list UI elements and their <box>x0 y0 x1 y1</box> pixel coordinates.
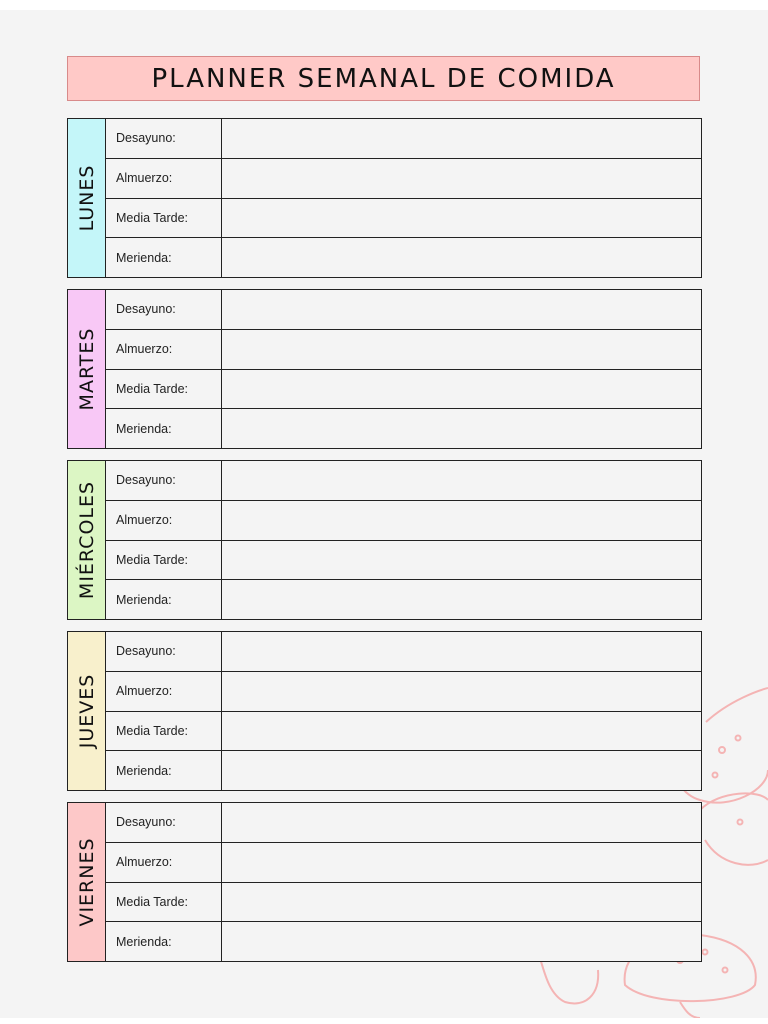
day-label-viernes <box>68 803 106 961</box>
meal-label: Desayuno: <box>106 119 222 158</box>
day-name: JUEVES <box>75 673 98 749</box>
meal-entry-field[interactable] <box>222 330 701 369</box>
meal-row <box>106 290 701 330</box>
meal-list <box>106 290 701 448</box>
day-name: MIÉRCOLES <box>75 480 98 600</box>
meal-row <box>106 632 701 672</box>
meal-label: Media Tarde: <box>106 199 222 238</box>
meal-entry-field[interactable] <box>222 199 701 238</box>
meal-label: Almuerzo: <box>106 843 222 882</box>
day-name: VIERNES <box>75 837 98 927</box>
meal-entry-field[interactable] <box>222 119 701 158</box>
meal-entry-field[interactable] <box>222 672 701 711</box>
meal-entry-field[interactable] <box>222 922 701 961</box>
meal-entry-field[interactable] <box>222 461 701 500</box>
meal-row <box>106 119 701 159</box>
meal-entry-field[interactable] <box>222 541 701 580</box>
meal-entry-field[interactable] <box>222 803 701 842</box>
page-title: PLANNER SEMANAL DE COMIDA <box>151 63 616 94</box>
meal-label: Desayuno: <box>106 461 222 500</box>
meal-entry-field[interactable] <box>222 712 701 751</box>
meal-label: Almuerzo: <box>106 159 222 198</box>
meal-entry-field[interactable] <box>222 751 701 790</box>
day-block-lunes <box>67 118 702 278</box>
meal-label: Merienda: <box>106 580 222 619</box>
meal-list <box>106 119 701 277</box>
day-label-jueves <box>68 632 106 790</box>
meal-entry-field[interactable] <box>222 632 701 671</box>
meal-label: Merienda: <box>106 922 222 961</box>
meal-label: Desayuno: <box>106 290 222 329</box>
meal-row <box>106 922 701 961</box>
meal-entry-field[interactable] <box>222 238 701 277</box>
meal-row <box>106 541 701 581</box>
meal-list <box>106 632 701 790</box>
meal-label: Media Tarde: <box>106 370 222 409</box>
meal-row <box>106 199 701 239</box>
meal-row <box>106 883 701 923</box>
meal-entry-field[interactable] <box>222 843 701 882</box>
meal-row <box>106 712 701 752</box>
meal-row <box>106 461 701 501</box>
meal-label: Media Tarde: <box>106 712 222 751</box>
meal-list <box>106 803 701 961</box>
meal-label: Almuerzo: <box>106 330 222 369</box>
day-name: LUNES <box>75 164 98 232</box>
day-block-miercoles <box>67 460 702 620</box>
meal-entry-field[interactable] <box>222 580 701 619</box>
day-block-viernes <box>67 802 702 962</box>
meal-label: Merienda: <box>106 238 222 277</box>
meal-entry-field[interactable] <box>222 883 701 922</box>
meal-row <box>106 580 701 619</box>
day-label-lunes <box>68 119 106 277</box>
page-title-banner <box>67 56 700 101</box>
day-label-miercoles <box>68 461 106 619</box>
meal-label: Merienda: <box>106 751 222 790</box>
planner-page <box>0 10 768 1018</box>
day-name: MARTES <box>75 327 98 411</box>
meal-entry-field[interactable] <box>222 409 701 448</box>
meal-entry-field[interactable] <box>222 290 701 329</box>
meal-row <box>106 159 701 199</box>
meal-entry-field[interactable] <box>222 159 701 198</box>
meal-label: Almuerzo: <box>106 501 222 540</box>
meal-label: Almuerzo: <box>106 672 222 711</box>
day-block-jueves <box>67 631 702 791</box>
day-block-martes <box>67 289 702 449</box>
meal-row <box>106 370 701 410</box>
meal-row <box>106 409 701 448</box>
meal-row <box>106 672 701 712</box>
meal-row <box>106 501 701 541</box>
meal-label: Merienda: <box>106 409 222 448</box>
meal-row <box>106 751 701 790</box>
meal-label: Media Tarde: <box>106 541 222 580</box>
meal-row <box>106 238 701 277</box>
meal-entry-field[interactable] <box>222 501 701 540</box>
meal-label: Desayuno: <box>106 632 222 671</box>
meal-label: Desayuno: <box>106 803 222 842</box>
meal-row <box>106 330 701 370</box>
meal-label: Media Tarde: <box>106 883 222 922</box>
meal-row <box>106 803 701 843</box>
day-label-martes <box>68 290 106 448</box>
meal-row <box>106 843 701 883</box>
meal-entry-field[interactable] <box>222 370 701 409</box>
meal-list <box>106 461 701 619</box>
